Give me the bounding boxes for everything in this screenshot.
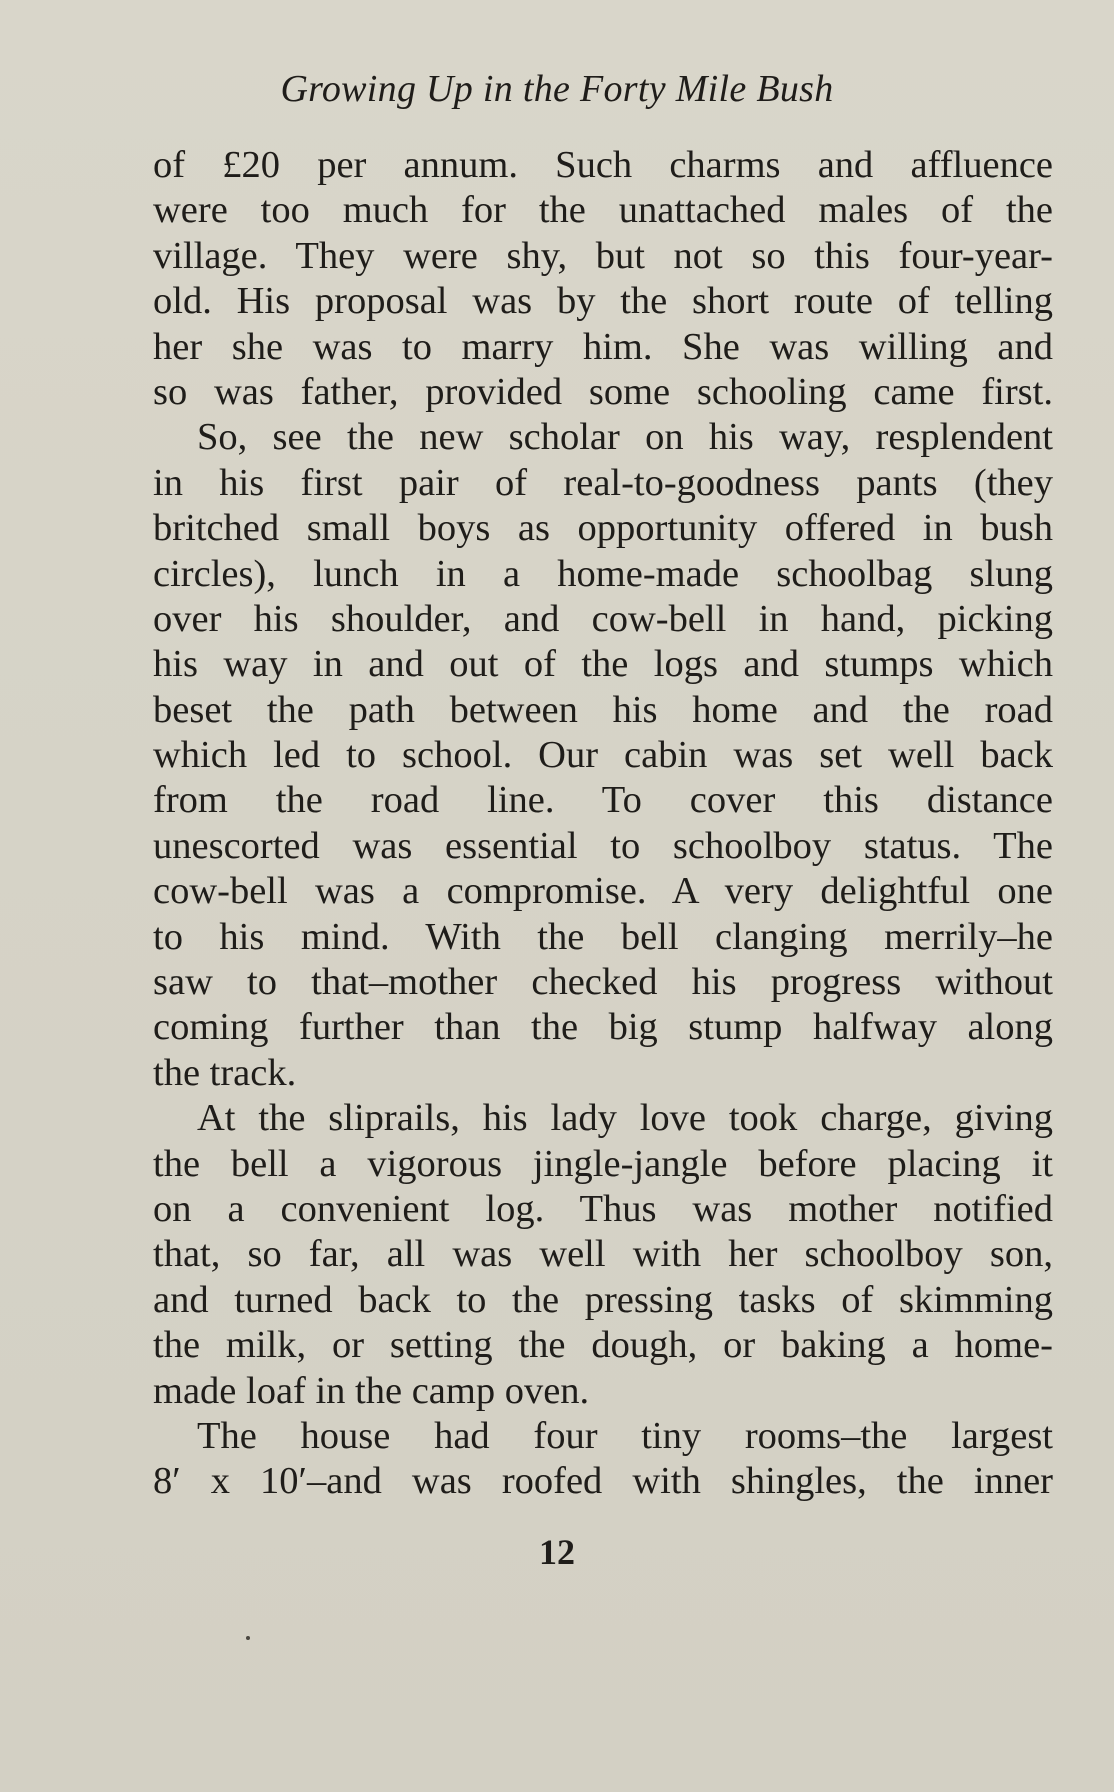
running-head: Growing Up in the Forty Mile Bush: [280, 68, 834, 110]
text-line: the track.: [153, 1051, 297, 1094]
text-line: made loaf in the camp oven.: [153, 1369, 590, 1412]
text-line: in his first pair of real-to-goodness pants (they: [153, 461, 1053, 504]
text-line: were too much for the unattached males of the: [153, 189, 1053, 232]
text-line: his way in and out of the logs and stumps which: [153, 643, 1053, 686]
text-line: village. They were shy, but not so this four-year-: [153, 234, 1053, 277]
text-line: of £20 per annum. Such charms and affluence: [153, 144, 1053, 186]
text-line: The house had four tiny rooms–the largest: [197, 1414, 1053, 1457]
text-line: beset the path between his home and the road: [153, 688, 1053, 731]
text-line: over his shoulder, and cow-bell in hand, picking: [153, 597, 1053, 640]
text-line: 8′ x 10′–and was roofed with shingles, the inner: [153, 1460, 1053, 1503]
text-line: from the road line. To cover this distance: [153, 779, 1053, 822]
text-line: her she was to marry him. She was willing and: [153, 325, 1053, 368]
text-line: So, see the new scholar on his way, resplendent: [197, 416, 1053, 459]
paper-speck: [246, 1636, 250, 1640]
text-line: At the sliprails, his lady love took charge, giving: [197, 1097, 1053, 1140]
text-line: that, so far, all was well with her schoolboy son,: [153, 1233, 1053, 1276]
text-line: on a convenient log. Thus was mother notified: [153, 1187, 1053, 1230]
text-line: the milk, or setting the dough, or baking a home-: [153, 1324, 1053, 1367]
text-line: unescorted was essential to schoolboy status. The: [153, 824, 1053, 867]
text-line: and turned back to the pressing tasks of skimming: [153, 1278, 1053, 1321]
text-line: circles), lunch in a home-made schoolbag slung: [153, 552, 1053, 595]
text-line: to his mind. With the bell clanging merrily–he: [153, 915, 1053, 958]
text-line: britched small boys as opportunity offered in bush: [153, 507, 1053, 550]
text-line: cow-bell was a compromise. A very delightful one: [153, 870, 1053, 913]
text-line: saw to that–mother checked his progress without: [153, 961, 1053, 1004]
text-line: the bell a vigorous jingle-jangle before placing it: [153, 1142, 1053, 1185]
text-line: so was father, provided some schooling came first.: [153, 370, 1053, 413]
text-line: old. His proposal was by the short route of telling: [153, 280, 1053, 323]
page-number: 12: [539, 1532, 575, 1572]
body-text: [153, 143, 1053, 1505]
text-line: coming further than the big stump halfway along: [153, 1006, 1053, 1049]
text-line: which led to school. Our cabin was set well back: [153, 734, 1053, 777]
